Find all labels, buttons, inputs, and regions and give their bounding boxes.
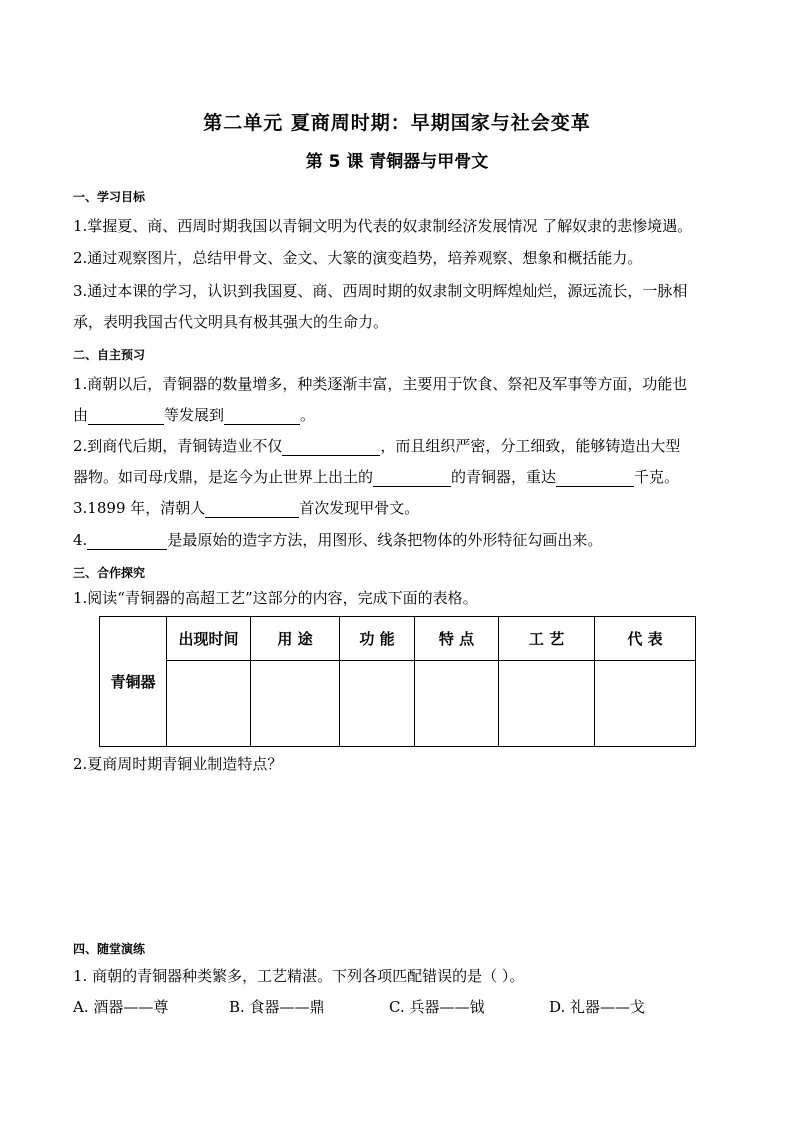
- text-segment: 由: [73, 406, 89, 424]
- explore-question-2: 2.夏商周时期青铜业制造特点？: [73, 755, 283, 773]
- text-segment: 千克。: [634, 468, 680, 486]
- text-segment: 器物。如司母戊鼎，是迄今为止世界上出土的: [73, 468, 374, 486]
- answer-blank[interactable]: [556, 470, 634, 487]
- answer-blank[interactable]: [224, 408, 300, 425]
- answer-blank[interactable]: [88, 408, 164, 425]
- objective-item: 3.通过本课的学习，认识到我国夏、商、西周时期的奴隶制文明辉煌灿烂，源远流长，一脉相: [73, 282, 688, 300]
- text-segment: 等发展到: [164, 406, 225, 424]
- column-header: 工 艺: [499, 617, 595, 661]
- column-header: 特 点: [415, 617, 499, 661]
- preview-question-4: [73, 530, 733, 550]
- answer-options: [73, 997, 733, 1017]
- text-segment: 。: [300, 406, 316, 424]
- text-segment: 的青铜器，重达: [451, 468, 557, 486]
- row-label: 青铜器: [100, 617, 167, 747]
- objective-item: 承，表明我国古代文明具有极其强大的生命力。: [73, 313, 389, 331]
- text-segment: 3.1899 年，清朝人: [73, 499, 206, 517]
- option-d[interactable]: D. 礼器——戈: [549, 998, 646, 1016]
- explore-question-1: 1.阅读“青铜器的高超工艺”这部分的内容，完成下面的表格。: [73, 589, 478, 607]
- column-header: 代 表: [595, 617, 696, 661]
- preview-question-2-line-1: [73, 436, 733, 456]
- preview-question-2-line-2: [73, 467, 733, 487]
- answer-blank[interactable]: [282, 439, 380, 456]
- text-segment: 是最原始的造字方法，用图形、线条把物体的外形特征勾画出来。: [167, 531, 603, 549]
- answer-cell[interactable]: [340, 661, 415, 747]
- answer-blank[interactable]: [373, 470, 451, 487]
- section-heading-preview: 二、自主预习: [73, 348, 146, 362]
- answer-blank[interactable]: [87, 533, 167, 550]
- column-header: 用 途: [251, 617, 340, 661]
- answer-cell[interactable]: [499, 661, 595, 747]
- lesson-title: 第 5 课 青铜器与甲骨文: [305, 152, 489, 172]
- text-segment: 4.: [73, 531, 88, 549]
- column-header: 出现时间: [167, 617, 251, 661]
- section-heading-objectives: 一、学习目标: [73, 190, 146, 204]
- unit-title: 第二单元 夏商周时期：早期国家与社会变革: [203, 112, 591, 134]
- bronze-table: [99, 616, 696, 747]
- answer-cell[interactable]: [167, 661, 251, 747]
- text-segment: 首次发现甲骨文。: [299, 499, 420, 517]
- column-header: 功 能: [340, 617, 415, 661]
- answer-cell[interactable]: [415, 661, 499, 747]
- text-segment: 2.到商代后期，青铜铸造业不仅: [73, 437, 283, 455]
- preview-question-1-line-2: [73, 405, 733, 425]
- preview-question-3: [73, 498, 733, 518]
- section-heading-practice: 四、随堂演练: [73, 942, 146, 956]
- answer-cell[interactable]: [595, 661, 696, 747]
- option-b[interactable]: B. 食器——鼎: [229, 998, 325, 1016]
- option-a[interactable]: A. 酒器——尊: [73, 998, 169, 1016]
- practice-question-1: 1. 商朝的青铜器种类繁多，工艺精湛。下列各项匹配错误的是（ ）。: [73, 967, 525, 985]
- objective-item: 1.掌握夏、商、西周时期我国以青铜文明为代表的奴隶制经济发展情况 了解奴隶的悲惨境遇。: [73, 217, 693, 235]
- preview-question-1-line-1: 1.商朝以后，青铜器的数量增多，种类逐渐丰富，主要用于饮食、祭祀及军事等方面，功能也: [73, 375, 688, 393]
- objective-item: 2.通过观察图片，总结甲骨文、金文、大篆的演变趋势，培养观察、想象和概括能力。: [73, 249, 643, 267]
- section-heading-explore: 三、合作探究: [73, 566, 146, 580]
- text-segment: ，而且组织严密，分工细致，能够铸造出大型: [380, 437, 681, 455]
- option-c[interactable]: C. 兵器——钺: [389, 998, 485, 1016]
- answer-cell[interactable]: [251, 661, 340, 747]
- answer-blank[interactable]: [205, 501, 299, 518]
